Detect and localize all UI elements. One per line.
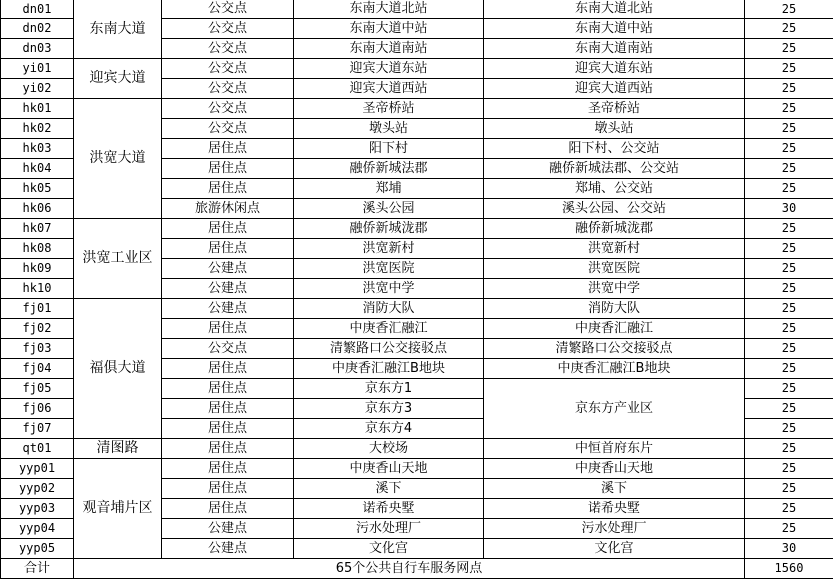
- point-description: 污水处理厂: [484, 519, 745, 539]
- point-code: yyp04: [1, 519, 74, 539]
- point-type: 居住点: [162, 239, 294, 259]
- point-type: 居住点: [162, 379, 294, 399]
- point-code: yyp03: [1, 499, 74, 519]
- point-type: 公建点: [162, 299, 294, 319]
- point-code: yyp01: [1, 459, 74, 479]
- bike-count: 25: [745, 459, 833, 479]
- table-row: [1, 439, 833, 459]
- point-name: 迎宾大道东站: [294, 59, 484, 79]
- point-name: 溪下: [294, 479, 484, 499]
- point-name: 郑埔: [294, 179, 484, 199]
- point-name: 大校场: [294, 439, 484, 459]
- bike-count: 25: [745, 239, 833, 259]
- point-type: 居住点: [162, 319, 294, 339]
- road-name: 迎宾大道: [74, 59, 162, 99]
- point-code: yyp05: [1, 539, 74, 559]
- point-name: 阳下村: [294, 139, 484, 159]
- point-type: 公建点: [162, 259, 294, 279]
- point-type: 公交点: [162, 79, 294, 99]
- bike-count: 25: [745, 179, 833, 199]
- point-name: 中庚香汇融江B地块: [294, 359, 484, 379]
- point-code: qt01: [1, 439, 74, 459]
- table-row: [1, 99, 833, 119]
- point-type: 居住点: [162, 139, 294, 159]
- point-code: fj07: [1, 419, 74, 439]
- point-description: 阳下村、公交站: [484, 139, 745, 159]
- point-description: 郑埔、公交站: [484, 179, 745, 199]
- bike-count: 25: [745, 219, 833, 239]
- point-description: 东南大道北站: [484, 0, 745, 19]
- point-description: 圣帝桥站: [484, 99, 745, 119]
- point-description: 洪宽中学: [484, 279, 745, 299]
- total-count: 1560: [745, 559, 833, 579]
- point-description: 文化宫: [484, 539, 745, 559]
- point-code: hk01: [1, 99, 74, 119]
- road-name: 洪宽大道: [74, 99, 162, 219]
- point-name: 洪宽医院: [294, 259, 484, 279]
- bike-count: 25: [745, 19, 833, 39]
- bike-count: 25: [745, 159, 833, 179]
- bike-count: 25: [745, 259, 833, 279]
- point-code: fj04: [1, 359, 74, 379]
- point-code: fj03: [1, 339, 74, 359]
- point-name: 融侨新城泷郡: [294, 219, 484, 239]
- point-name: 清繁路口公交接驳点: [294, 339, 484, 359]
- bike-count: 25: [745, 59, 833, 79]
- bike-count: 25: [745, 119, 833, 139]
- point-description: 东南大道中站: [484, 19, 745, 39]
- point-code: hk02: [1, 119, 74, 139]
- point-description: 清繁路口公交接驳点: [484, 339, 745, 359]
- bike-count: 25: [745, 419, 833, 439]
- point-description: 东南大道南站: [484, 39, 745, 59]
- point-type: 公交点: [162, 99, 294, 119]
- point-name: 文化宫: [294, 539, 484, 559]
- point-name: 洪宽新村: [294, 239, 484, 259]
- point-code: dn02: [1, 19, 74, 39]
- point-type: 居住点: [162, 479, 294, 499]
- point-description: 融侨新城法郡、公交站: [484, 159, 745, 179]
- point-name: 洪宽中学: [294, 279, 484, 299]
- point-description: 中庚香汇融江B地块: [484, 359, 745, 379]
- road-name: 福俱大道: [74, 299, 162, 439]
- point-description: 洪宽新村: [484, 239, 745, 259]
- point-name: 诺希央墅: [294, 499, 484, 519]
- bike-count: 25: [745, 0, 833, 19]
- bike-count: 25: [745, 519, 833, 539]
- point-type: 公建点: [162, 539, 294, 559]
- point-code: hk03: [1, 139, 74, 159]
- point-description: 中恒首府东片: [484, 439, 745, 459]
- point-type: 居住点: [162, 419, 294, 439]
- point-description: 诺希央墅: [484, 499, 745, 519]
- bike-count: 25: [745, 79, 833, 99]
- bike-count: 25: [745, 439, 833, 459]
- total-row: [1, 559, 833, 579]
- table-row: [1, 299, 833, 319]
- total-label: 合计: [1, 559, 74, 579]
- point-code: dn03: [1, 39, 74, 59]
- point-code: yi02: [1, 79, 74, 99]
- point-code: fj01: [1, 299, 74, 319]
- point-name: 溪头公园: [294, 199, 484, 219]
- bike-count: 30: [745, 539, 833, 559]
- point-code: fj06: [1, 399, 74, 419]
- bike-count: 25: [745, 279, 833, 299]
- road-name: 观音埔片区: [74, 459, 162, 559]
- point-name: 圣帝桥站: [294, 99, 484, 119]
- point-name: 东南大道南站: [294, 39, 484, 59]
- table-row: [1, 459, 833, 479]
- point-code: hk09: [1, 259, 74, 279]
- point-type: 居住点: [162, 179, 294, 199]
- point-description: 溪下: [484, 479, 745, 499]
- point-name: 污水处理厂: [294, 519, 484, 539]
- bike-count: 25: [745, 339, 833, 359]
- point-name: 墩头站: [294, 119, 484, 139]
- point-name: 融侨新城法郡: [294, 159, 484, 179]
- point-code: fj02: [1, 319, 74, 339]
- point-type: 公交点: [162, 119, 294, 139]
- point-type: 公建点: [162, 519, 294, 539]
- point-type: 居住点: [162, 219, 294, 239]
- road-name: 清图路: [74, 439, 162, 459]
- point-description: 迎宾大道西站: [484, 79, 745, 99]
- point-code: dn01: [1, 0, 74, 19]
- bike-count: 25: [745, 479, 833, 499]
- bike-count: 25: [745, 499, 833, 519]
- point-name: 消防大队: [294, 299, 484, 319]
- point-description: 墩头站: [484, 119, 745, 139]
- point-code: hk08: [1, 239, 74, 259]
- bike-count: 25: [745, 139, 833, 159]
- point-type: 公交点: [162, 339, 294, 359]
- point-type: 居住点: [162, 439, 294, 459]
- point-description: 消防大队: [484, 299, 745, 319]
- point-code: hk10: [1, 279, 74, 299]
- point-code: hk04: [1, 159, 74, 179]
- bike-count: 25: [745, 299, 833, 319]
- point-code: yi01: [1, 59, 74, 79]
- table-row: [1, 59, 833, 79]
- point-code: hk05: [1, 179, 74, 199]
- point-code: fj05: [1, 379, 74, 399]
- point-code: yyp02: [1, 479, 74, 499]
- point-name: 迎宾大道西站: [294, 79, 484, 99]
- point-type: 居住点: [162, 459, 294, 479]
- bike-count: 25: [745, 39, 833, 59]
- point-name: 东南大道中站: [294, 19, 484, 39]
- bike-count: 25: [745, 399, 833, 419]
- point-type: 旅游休闲点: [162, 199, 294, 219]
- point-type: 公交点: [162, 59, 294, 79]
- bike-count: 25: [745, 319, 833, 339]
- point-type: 居住点: [162, 499, 294, 519]
- table-row: [1, 219, 833, 239]
- point-name: 京东方3: [294, 399, 484, 419]
- point-type: 公交点: [162, 39, 294, 59]
- point-code: hk06: [1, 199, 74, 219]
- point-name: 中庚香汇融江: [294, 319, 484, 339]
- point-code: hk07: [1, 219, 74, 239]
- point-description: 溪头公园、公交站: [484, 199, 745, 219]
- point-description: 融侨新城泷郡: [484, 219, 745, 239]
- road-name: 东南大道: [74, 0, 162, 59]
- point-type: 居住点: [162, 399, 294, 419]
- point-type: 公交点: [162, 0, 294, 19]
- point-description: 洪宽医院: [484, 259, 745, 279]
- point-type: 居住点: [162, 159, 294, 179]
- point-description: 中庚香汇融江: [484, 319, 745, 339]
- point-description: 京东方产业区: [484, 379, 745, 439]
- point-type: 居住点: [162, 359, 294, 379]
- point-description: 迎宾大道东站: [484, 59, 745, 79]
- bike-count: 30: [745, 199, 833, 219]
- point-name: 中庚香山天地: [294, 459, 484, 479]
- point-name: 东南大道北站: [294, 0, 484, 19]
- bike-count: 25: [745, 359, 833, 379]
- point-type: 公建点: [162, 279, 294, 299]
- road-name: 洪宽工业区: [74, 219, 162, 299]
- point-name: 京东方1: [294, 379, 484, 399]
- total-summary: 65个公共自行车服务网点: [74, 559, 745, 579]
- point-type: 公交点: [162, 19, 294, 39]
- table-row: [1, 0, 833, 19]
- point-name: 京东方4: [294, 419, 484, 439]
- bike-count: 25: [745, 379, 833, 399]
- point-description: 中庚香山天地: [484, 459, 745, 479]
- bike-count: 25: [745, 99, 833, 119]
